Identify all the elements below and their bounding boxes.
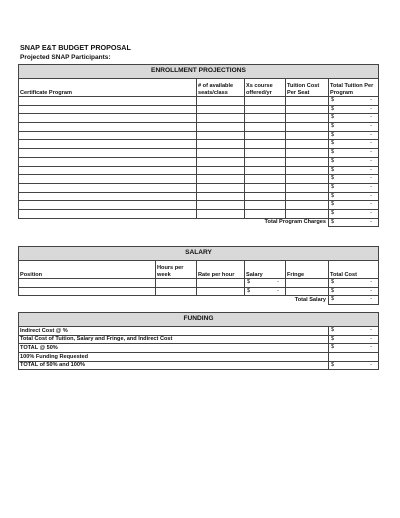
tuition-cell[interactable] (286, 209, 329, 218)
enrollment-row (19, 175, 379, 184)
certificate-program-cell[interactable] (19, 131, 197, 140)
amount: - (370, 97, 372, 103)
total-tuition-cell[interactable] (329, 149, 379, 158)
funding-row (19, 335, 379, 344)
total-tuition-cell[interactable] (329, 201, 379, 210)
courses-cell[interactable] (245, 157, 286, 166)
currency-symbol: $ (331, 218, 335, 225)
currency-symbol: $ (331, 201, 335, 208)
currency-symbol: $ (331, 361, 335, 368)
col-total-tuition: Total Tuition Per Program (329, 79, 379, 97)
amount: - (370, 279, 373, 285)
certificate-program-cell[interactable] (19, 157, 197, 166)
total-tuition-cell[interactable] (329, 209, 379, 218)
currency-symbol: $ (331, 192, 335, 199)
seats-cell[interactable] (197, 123, 245, 132)
position-cell[interactable] (19, 287, 156, 296)
courses-cell[interactable] (245, 175, 286, 184)
amount: - (277, 287, 279, 294)
certificate-program-cell[interactable] (19, 114, 197, 123)
courses-cell[interactable] (245, 201, 286, 210)
tuition-cell[interactable] (286, 157, 329, 166)
amount: - (370, 114, 372, 121)
courses-cell[interactable] (245, 114, 286, 123)
total-tuition-cell[interactable] (329, 192, 379, 201)
col-courses-offered: Xs course offered/yr (245, 79, 286, 97)
courses-cell[interactable] (245, 183, 286, 192)
total-tuition-cell[interactable] (329, 157, 379, 166)
total-tuition-cell[interactable] (329, 175, 379, 184)
amount: - (277, 279, 279, 285)
seats-cell[interactable] (197, 183, 245, 192)
funding-rows (19, 327, 379, 370)
amount: - (370, 140, 372, 147)
seats-cell[interactable] (197, 209, 245, 218)
col-rate-per-hour: Rate per hour (197, 261, 245, 279)
tuition-cell[interactable] (286, 149, 329, 158)
certificate-program-cell[interactable] (19, 149, 197, 158)
currency-symbol: $ (331, 287, 335, 294)
seats-cell[interactable] (197, 105, 245, 114)
col-fringe: Fringe (286, 261, 329, 279)
courses-cell[interactable] (245, 123, 286, 132)
currency-symbol: $ (331, 279, 335, 285)
amount: - (370, 209, 372, 216)
courses-cell[interactable] (245, 131, 286, 140)
funding-row (19, 344, 379, 353)
funding-row-value[interactable] (329, 361, 379, 370)
funding-table (18, 312, 379, 370)
seats-cell[interactable] (197, 201, 245, 210)
projected-participants-label: Projected SNAP Participants: (20, 54, 111, 61)
enrollment-row (19, 114, 379, 123)
salary-cell[interactable] (245, 287, 286, 296)
fringe-cell[interactable] (286, 287, 329, 296)
col-available-seats: # of available seats/class (197, 79, 245, 97)
currency-symbol: $ (331, 296, 335, 303)
seats-cell[interactable] (197, 149, 245, 158)
currency-symbol: $ (331, 157, 335, 164)
tuition-cell[interactable] (286, 175, 329, 184)
document-title: SNAP E&T BUDGET PROPOSAL (20, 43, 131, 52)
certificate-program-cell[interactable] (19, 97, 197, 106)
total-cost-cell[interactable] (329, 279, 379, 288)
currency-symbol: $ (331, 140, 335, 147)
total-tuition-cell[interactable] (329, 131, 379, 140)
seats-cell[interactable] (197, 131, 245, 140)
funding-row-label: Indirect Cost @ % (19, 327, 329, 336)
seats-cell[interactable] (197, 192, 245, 201)
amount: - (370, 192, 372, 199)
fringe-cell[interactable] (286, 279, 329, 288)
col-salary: Salary (245, 261, 286, 279)
enrollment-row (19, 183, 379, 192)
total-tuition-cell[interactable] (329, 97, 379, 106)
amount: - (370, 166, 372, 173)
certificate-program-cell[interactable] (19, 183, 197, 192)
certificate-program-cell[interactable] (19, 175, 197, 184)
tuition-cell[interactable] (286, 140, 329, 149)
total-tuition-cell[interactable] (329, 105, 379, 114)
funding-row-value[interactable] (329, 335, 379, 344)
col-certificate-program: Certificate Program (19, 79, 197, 97)
amount: - (370, 105, 372, 112)
position-cell[interactable] (19, 279, 156, 288)
funding-row (19, 353, 379, 362)
amount: - (370, 296, 373, 303)
amount: - (370, 183, 372, 190)
enrollment-section-title: ENROLLMENT PROJECTIONS (19, 65, 379, 79)
currency-symbol: $ (331, 149, 335, 156)
enrollment-row (19, 140, 379, 149)
amount: - (370, 327, 373, 333)
total-program-charges-value[interactable] (329, 218, 379, 227)
currency-symbol: $ (247, 279, 251, 285)
funding-section-title: FUNDING (19, 313, 379, 327)
funding-row (19, 327, 379, 336)
funding-row-label: TOTAL @ 50% (19, 344, 329, 353)
currency-symbol: $ (331, 344, 335, 351)
funding-row-label: Total Cost of Tuition, Salary and Fringe, and Indirect Cost (19, 335, 329, 344)
total-salary-value[interactable] (329, 296, 379, 305)
currency-symbol: $ (331, 97, 335, 103)
rate-cell[interactable] (197, 287, 245, 296)
certificate-program-cell[interactable] (19, 166, 197, 175)
certificate-program-cell[interactable] (19, 105, 197, 114)
salary-row (19, 287, 379, 296)
courses-cell[interactable] (245, 192, 286, 201)
courses-cell[interactable] (245, 149, 286, 158)
total-tuition-cell[interactable] (329, 114, 379, 123)
funding-row (19, 361, 379, 370)
enrollment-row (19, 131, 379, 140)
amount: - (370, 218, 372, 225)
salary-row (19, 279, 379, 288)
col-hours-per-week: Hours per week (156, 261, 197, 279)
currency-symbol: $ (331, 105, 335, 112)
currency-symbol: $ (331, 175, 335, 182)
salary-section-title: SALARY (19, 247, 379, 261)
certificate-program-cell[interactable] (19, 192, 197, 201)
funding-row-value[interactable] (329, 344, 379, 353)
enrollment-row (19, 192, 379, 201)
col-position: Position (19, 261, 156, 279)
courses-cell[interactable] (245, 166, 286, 175)
tuition-cell[interactable] (286, 123, 329, 132)
salary-table (18, 246, 379, 305)
funding-row-value[interactable] (329, 327, 379, 336)
seats-cell[interactable] (197, 97, 245, 106)
total-salary-label: Total Salary (19, 296, 329, 305)
tuition-cell[interactable] (286, 201, 329, 210)
amount: - (370, 131, 372, 138)
amount: - (370, 175, 372, 182)
enrollment-row (19, 97, 379, 106)
currency-symbol: $ (247, 287, 251, 294)
currency-symbol: $ (331, 335, 335, 342)
col-total-cost: Total Cost (329, 261, 379, 279)
enrollment-row (19, 149, 379, 158)
certificate-program-cell[interactable] (19, 140, 197, 149)
hours-cell[interactable] (156, 287, 197, 296)
amount: - (370, 344, 373, 351)
certificate-program-cell[interactable] (19, 209, 197, 218)
amount: - (370, 157, 372, 164)
enrollment-row (19, 209, 379, 218)
total-tuition-cell[interactable] (329, 183, 379, 192)
seats-cell[interactable] (197, 175, 245, 184)
seats-cell[interactable] (197, 140, 245, 149)
seats-cell[interactable] (197, 114, 245, 123)
tuition-cell[interactable] (286, 131, 329, 140)
seats-cell[interactable] (197, 157, 245, 166)
enrollment-row (19, 157, 379, 166)
seats-cell[interactable] (197, 166, 245, 175)
total-tuition-cell[interactable] (329, 140, 379, 149)
currency-symbol: $ (331, 131, 335, 138)
currency-symbol: $ (331, 123, 335, 130)
tuition-cell[interactable] (286, 183, 329, 192)
courses-cell[interactable] (245, 97, 286, 106)
salary-cell[interactable] (245, 279, 286, 288)
hours-cell[interactable] (156, 279, 197, 288)
enrollment-row (19, 201, 379, 210)
tuition-cell[interactable] (286, 166, 329, 175)
certificate-program-cell[interactable] (19, 201, 197, 210)
funding-row-label: 100% Funding Requested (19, 353, 329, 362)
tuition-cell[interactable] (286, 192, 329, 201)
total-tuition-cell[interactable] (329, 123, 379, 132)
amount: - (370, 287, 373, 294)
enrollment-table (18, 64, 379, 227)
currency-symbol: $ (331, 209, 335, 216)
enrollment-rows (19, 97, 379, 219)
amount: - (370, 361, 373, 368)
tuition-cell[interactable] (286, 105, 329, 114)
currency-symbol: $ (331, 114, 335, 121)
amount: - (370, 201, 372, 208)
enrollment-row (19, 105, 379, 114)
enrollment-row (19, 123, 379, 132)
currency-symbol: $ (331, 166, 335, 173)
col-tuition-per-seat: Tuition Cost Per Seat (286, 79, 329, 97)
currency-symbol: $ (331, 327, 335, 333)
certificate-program-cell[interactable] (19, 123, 197, 132)
funding-row-label: TOTAL of 50% and 100% (19, 361, 329, 370)
rate-cell[interactable] (197, 279, 245, 288)
currency-symbol: $ (331, 183, 335, 190)
amount: - (370, 335, 373, 342)
tuition-cell[interactable] (286, 114, 329, 123)
total-cost-cell[interactable] (329, 287, 379, 296)
tuition-cell[interactable] (286, 97, 329, 106)
total-tuition-cell[interactable] (329, 166, 379, 175)
amount: - (370, 123, 372, 130)
courses-cell[interactable] (245, 105, 286, 114)
total-program-charges-label: Total Program Charges (19, 218, 329, 227)
amount: - (370, 149, 372, 156)
courses-cell[interactable] (245, 140, 286, 149)
courses-cell[interactable] (245, 209, 286, 218)
funding-row-value[interactable] (329, 353, 379, 362)
enrollment-row (19, 166, 379, 175)
